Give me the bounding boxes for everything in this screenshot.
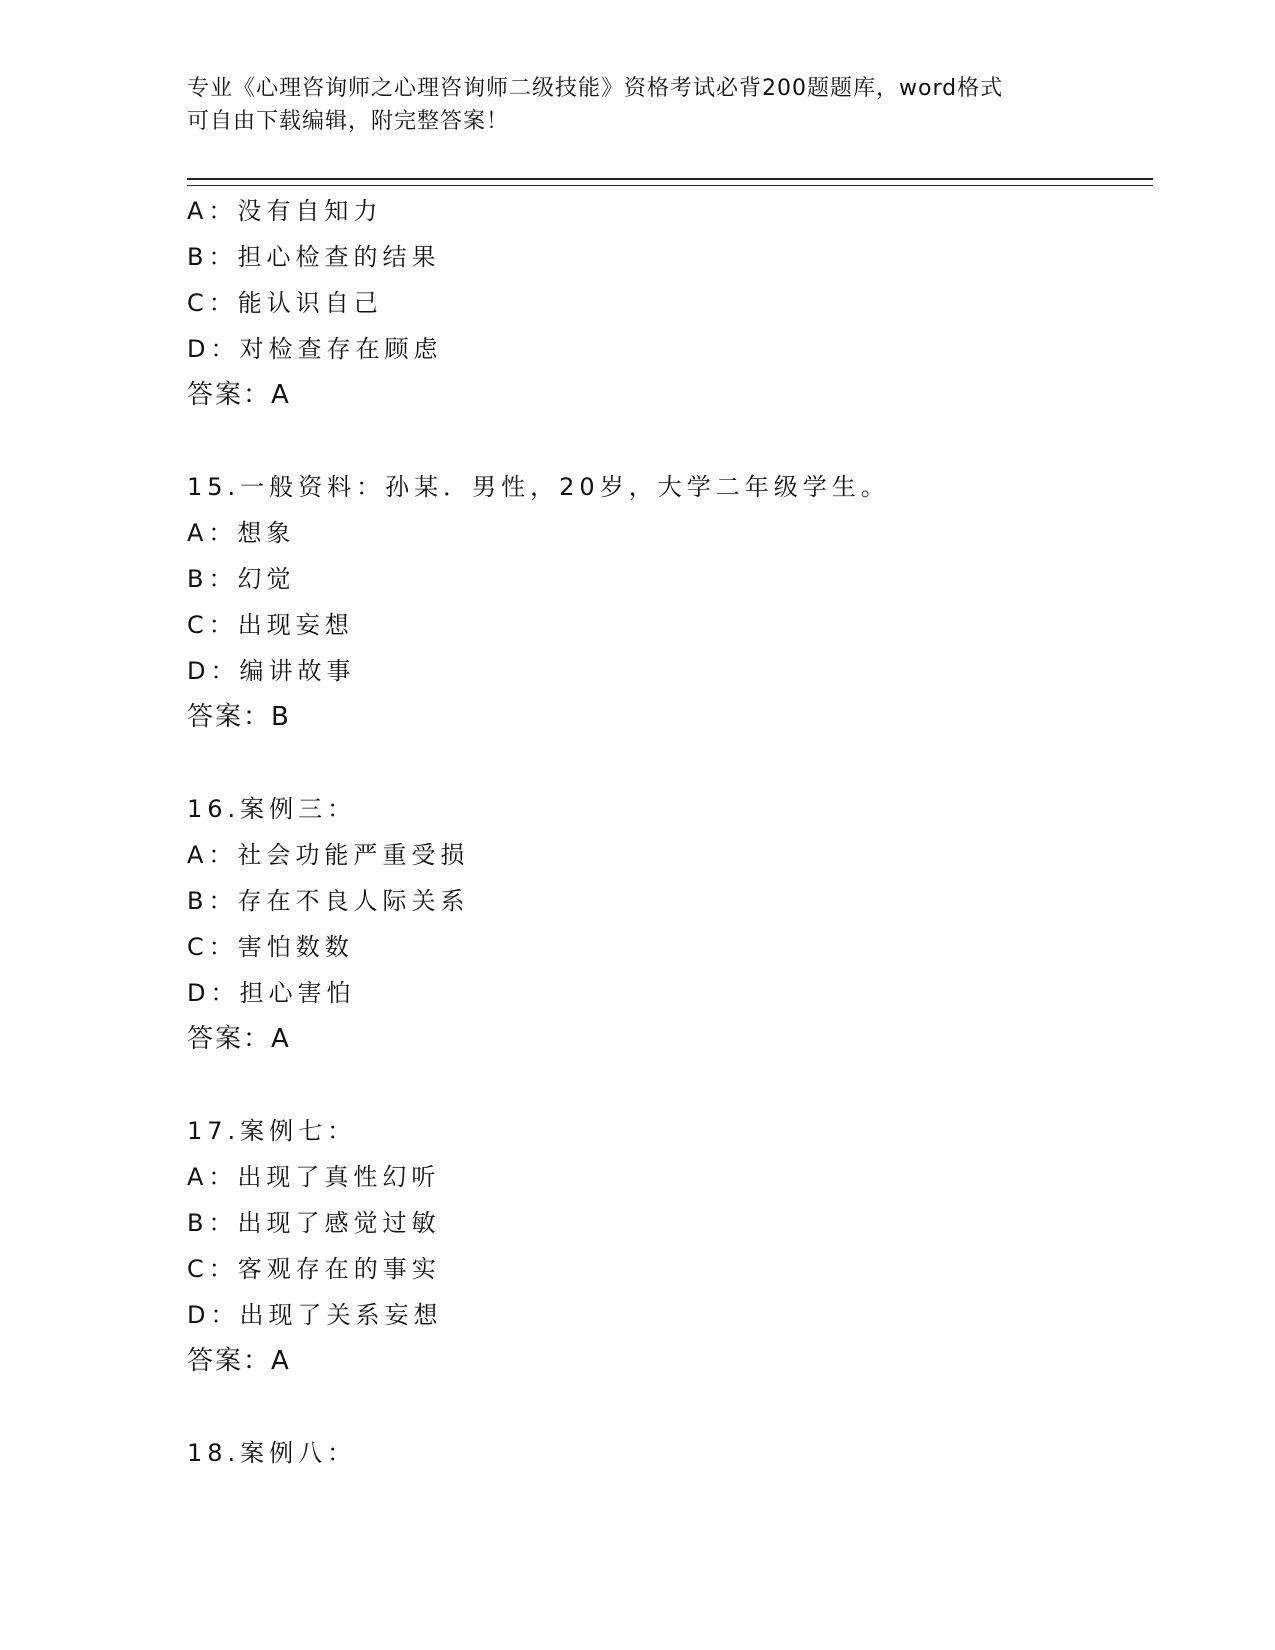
header-line-1: 专业《心理咨询师之心理咨询师二级技能》资格考试必背200题题库，word格式 <box>187 76 1004 101</box>
option-a: A：没有自知力 <box>187 197 383 225</box>
question-16 <box>187 786 1153 1062</box>
header-line-2: 可自由下载编辑，附完整答案！ <box>187 109 510 134</box>
answer-line: 答案：A <box>187 1024 291 1054</box>
option-b: B：出现了感觉过敏 <box>187 1209 441 1237</box>
header-divider <box>187 178 1153 186</box>
question-stem: 17.案例七： <box>187 1117 357 1145</box>
option-c: C：出现妄想 <box>187 611 354 639</box>
option-d: D：担心害怕 <box>187 979 356 1007</box>
option-d: D：出现了关系妄想 <box>187 1301 443 1329</box>
question-15 <box>187 464 1153 740</box>
question-list <box>187 188 1153 1476</box>
option-a: A：社会功能严重受损 <box>187 841 470 869</box>
question-18 <box>187 1430 1153 1476</box>
question-14-continued <box>187 188 1153 418</box>
answer-line: 答案：A <box>187 380 291 410</box>
option-c: C：客观存在的事实 <box>187 1255 441 1283</box>
option-a: A：想象 <box>187 519 296 547</box>
option-b: B：存在不良人际关系 <box>187 887 470 915</box>
option-d: D：对检查存在顾虑 <box>187 335 443 363</box>
option-a: A：出现了真性幻听 <box>187 1163 441 1191</box>
option-c: C：害怕数数 <box>187 933 354 961</box>
option-b: B：担心检查的结果 <box>187 243 441 271</box>
question-17 <box>187 1108 1153 1384</box>
option-c: C：能认识自己 <box>187 289 383 317</box>
question-stem: 15.一般资料：孙某．男性，20岁，大学二年级学生。 <box>187 473 890 501</box>
question-stem: 16.案例三： <box>187 795 357 823</box>
question-stem: 18.案例八： <box>187 1439 357 1467</box>
answer-line: 答案：A <box>187 1346 291 1376</box>
option-d: D：编讲故事 <box>187 657 356 685</box>
document-header <box>187 72 1087 138</box>
option-b: B：幻觉 <box>187 565 296 593</box>
answer-line: 答案：B <box>187 702 291 732</box>
